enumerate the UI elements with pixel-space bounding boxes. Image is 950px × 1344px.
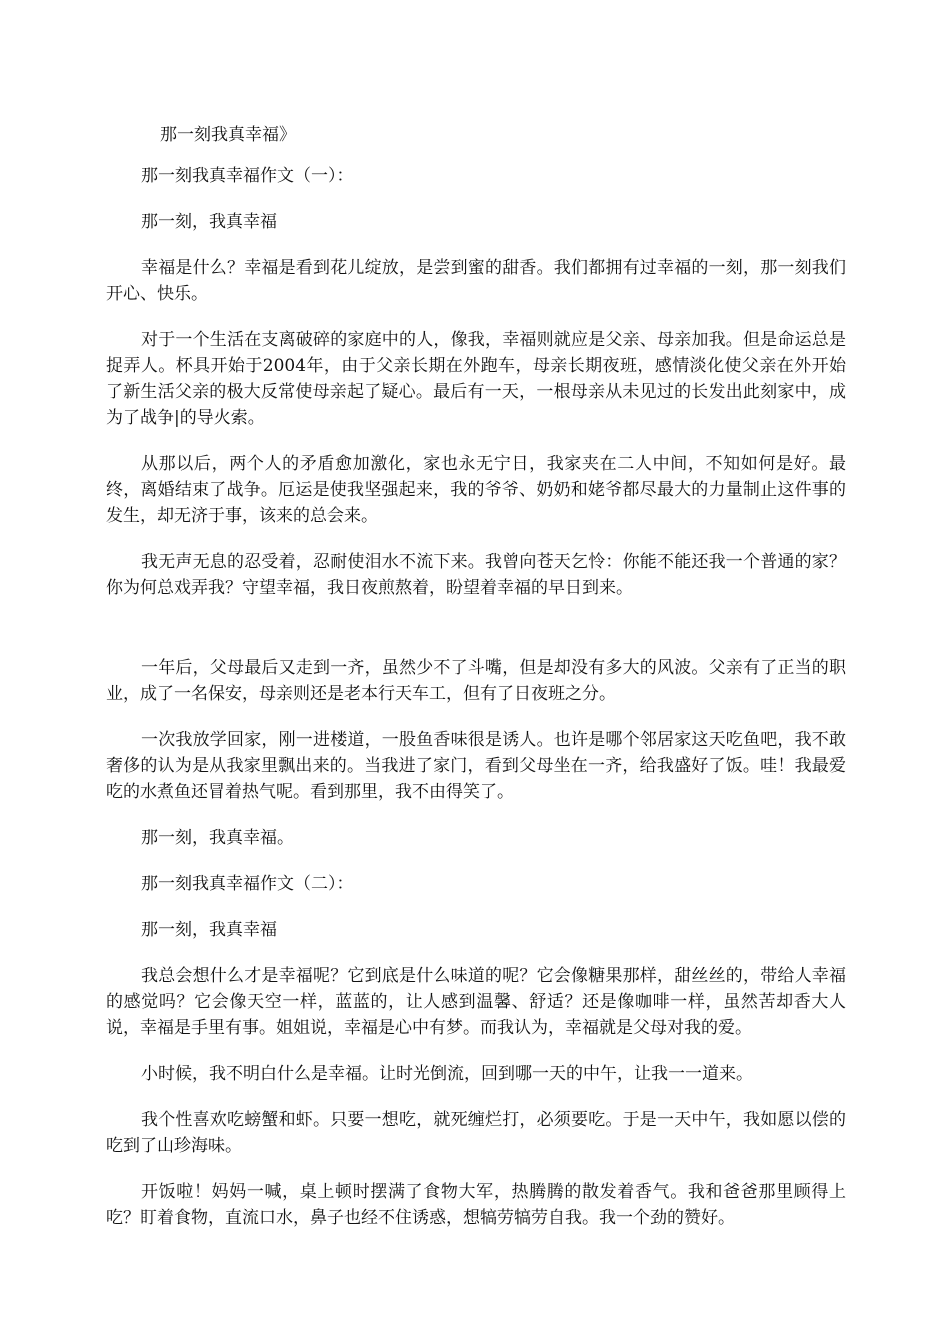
paragraph: 对于一个生活在支离破碎的家庭中的人，像我，幸福则就应是父亲、母亲加我。但是命运总是捉弄人。杯具开始于2004年，由于父亲长期在外跑车，母亲长期夜班，感情淡化使父亲在外开始了新生活父亲的极大反常使母亲起了疑心。最后有一天，一根母亲从未见过的长发出此刻家中，成为了战争|的导火索。 xyxy=(106,330,846,428)
paragraph: 那一刻，我真幸福。 xyxy=(141,828,294,848)
paragraph: 开饭啦！妈妈一喊，桌上顿时摆满了食物大军，热腾腾的散发着香气。我和爸爸那里顾得上吃？盯着食物，直流口水，鼻子也经不住诱惑，想犒劳犒劳自我。我一个劲的赞好。 xyxy=(106,1182,846,1228)
paragraph: 一次我放学回家，刚一进楼道，一股鱼香味很是诱人。也许是哪个邻居家这天吃鱼吧，我不敢奢侈的认为是从我家里飘出来的。当我进了家门，看到父母坐在一齐，给我盛好了饭。哇！我最爱吃的水煮鱼还冒着热气呢。看到那里，我不由得笑了。 xyxy=(106,730,846,802)
document-body xyxy=(106,163,846,1251)
paragraph: 那一刻我真幸福作文（二）： xyxy=(141,874,354,894)
paragraph: 幸福是什么？幸福是看到花儿绽放，是尝到蜜的甜香。我们都拥有过幸福的一刻，那一刻我们开心、快乐。 xyxy=(106,258,846,304)
paragraph: 我无声无息的忍受着，忍耐使泪水不流下来。我曾向苍天乞怜：你能不能还我一个普通的家？你为何总戏弄我？守望幸福，我日夜煎熬着，盼望着幸福的早日到来。 xyxy=(106,552,846,598)
paragraph: 从那以后，两个人的矛盾愈加激化，家也永无宁日，我家夹在二人中间，不知如何是好。最终，离婚结束了战争。厄运是使我坚强起来，我的爷爷、奶奶和姥爷都尽最大的力量制止这件事的发生，却无济于事，该来的总会来。 xyxy=(106,454,846,526)
paragraph: 我总会想什么才是幸福呢？它到底是什么味道的呢？它会像糖果那样，甜丝丝的，带给人幸福的感觉吗？它会像天空一样，蓝蓝的，让人感到温馨、舒适？还是像咖啡一样，虽然苦却香大人说，幸福是手里有事。姐姐说，幸福是心中有梦。而我认为，幸福就是父母对我的爱。 xyxy=(106,966,846,1038)
paragraph: 那一刻，我真幸福 xyxy=(141,212,277,232)
paragraph: 小时候，我不明白什么是幸福。让时光倒流，回到哪一天的中午，让我一一道来。 xyxy=(141,1064,753,1084)
paragraph: 一年后，父母最后又走到一齐，虽然少不了斗嘴，但是却没有多大的风波。父亲有了正当的职业，成了一名保安，母亲则还是老本行天车工，但有了日夜班之分。 xyxy=(106,658,846,704)
document-heading: 那一刻我真幸福》 xyxy=(160,125,296,145)
paragraph: 那一刻，我真幸福 xyxy=(141,920,277,940)
section-gap xyxy=(106,621,846,655)
paragraph: 那一刻我真幸福作文（一）： xyxy=(141,166,354,186)
paragraph: 我个性喜欢吃螃蟹和虾。只要一想吃，就死缠烂打，必须要吃。于是一天中午，我如愿以偿的吃到了山珍海味。 xyxy=(106,1110,846,1156)
